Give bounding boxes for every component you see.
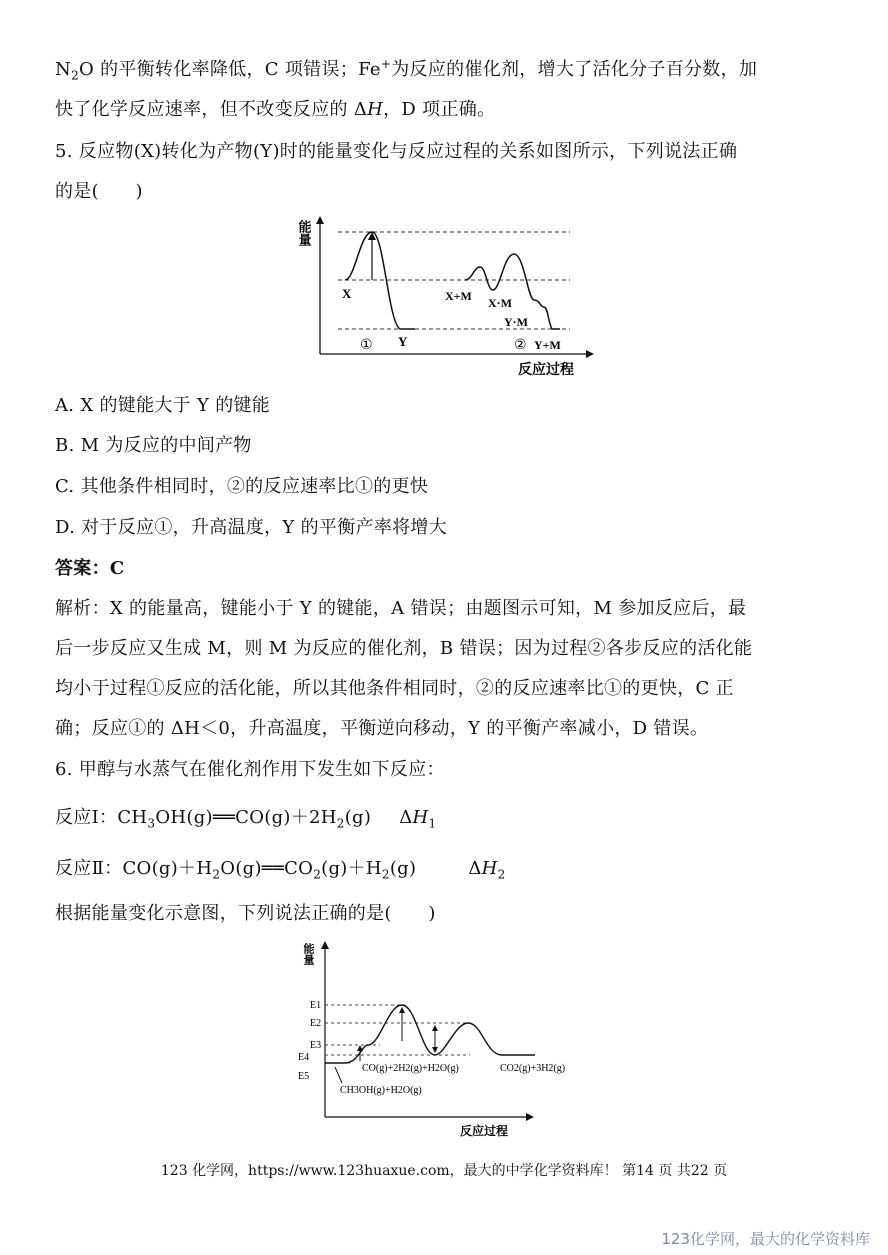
- species-co2-h2: CO2(g)+3H2(g): [500, 1063, 566, 1074]
- answer: 答案：C: [55, 558, 125, 579]
- energy-curve: [325, 1005, 535, 1063]
- analysis-line: 均小于过程①反应的活化能，所以其他条件相同时，②的反应速率比①的更快，C 正: [55, 678, 734, 699]
- energy-diagram-2: [290, 935, 600, 1145]
- level-e1: E1: [310, 1000, 322, 1011]
- question-5-stem: 5. 反应物(X)转化为产物(Y)时的能量变化与反应过程的关系如图所示，下列说法正确: [55, 141, 738, 162]
- analysis-line: 后一步反应又生成 M，则 M 为反应的催化剂，B 错误；因为过程②各步反应的活化能: [55, 638, 753, 659]
- question-6-prompt: 根据能量变化示意图，下列说法正确的是( ): [55, 903, 436, 924]
- y-axis-arrow: [316, 216, 324, 224]
- level-e5: E5: [298, 1071, 310, 1082]
- species-ch3oh-h2o: CH3OH(g)+H2O(g): [340, 1085, 422, 1096]
- option-b: B. M 为反应的中间产物: [55, 435, 252, 456]
- x-axis-label: 反应过程: [460, 1124, 509, 1138]
- watermark: 123化学网，最大的化学资料库: [661, 1230, 870, 1248]
- option-d: D. 对于反应①，升高温度，Y 的平衡产率将增大: [55, 517, 448, 538]
- text-line: $N_2O$ 的平衡转化率降低，C 项错误；Fe+为反应的催化剂，增大了活化分子百分数，加: [55, 57, 758, 83]
- analysis-line: 确；反应①的 ΔH＜0，升高温度，平衡逆向移动，Y 的平衡产率减小，D 错误。: [55, 718, 709, 739]
- y-axis-arrow: [321, 941, 329, 949]
- label-y: Y: [398, 334, 408, 349]
- option-a: A. X 的键能大于 Y 的键能: [55, 395, 271, 416]
- option-c: C. 其他条件相同时，②的反应速率比①的更快: [55, 476, 429, 497]
- level-e4: E4: [298, 1052, 310, 1063]
- question-6-stem: 6. 甲醇与水蒸气在催化剂作用下发生如下反应：: [55, 759, 445, 780]
- label-x-plus-m: X+M: [445, 289, 472, 303]
- reaction-1: 反应Ⅰ：$CH_3OH(g)══CO(g)+2H_2(g)$ $\Delta H_1$: [55, 807, 437, 831]
- label-path-1: ①: [360, 338, 373, 353]
- y-axis-label: 能量: [302, 943, 314, 965]
- y-axis-label: 能量: [296, 220, 312, 246]
- energy-diagram-1: [290, 212, 610, 382]
- level-e3: E3: [310, 1040, 322, 1051]
- text-line: 快了化学反应速率，但不改变反应的 ΔH，D 项正确。: [55, 99, 496, 120]
- species-co-h2-h2o: CO(g)+2H2(g)+H2O(g): [362, 1063, 459, 1074]
- analysis-line: 解析：X 的能量高，键能小于 Y 的键能，A 错误；由题图示可知，M 参加反应后，最: [55, 598, 747, 619]
- level-e2: E2: [310, 1018, 322, 1029]
- x-axis-arrow: [586, 350, 594, 358]
- reaction-2: 反应Ⅱ：$CO(g)+H_2O(g)══CO_2(g)+H_2(g)$ $\Delta H_2$: [55, 858, 506, 882]
- label-x: X: [342, 286, 352, 301]
- label-x-dot-m: X·M: [488, 296, 512, 310]
- footer: 123 化学网，https://www.123huaxue.com，最大的中学化学资料库！ 第14 页 共22 页: [160, 1163, 728, 1179]
- label-path-2: ②: [514, 338, 527, 353]
- x-axis-label: 反应过程: [518, 363, 574, 378]
- label-y-plus-m: Y+M: [534, 338, 561, 352]
- x-axis-arrow: [526, 1113, 534, 1121]
- question-5-stem: 的是( ): [55, 181, 143, 202]
- label-y-dot-m: Y·M: [504, 315, 528, 329]
